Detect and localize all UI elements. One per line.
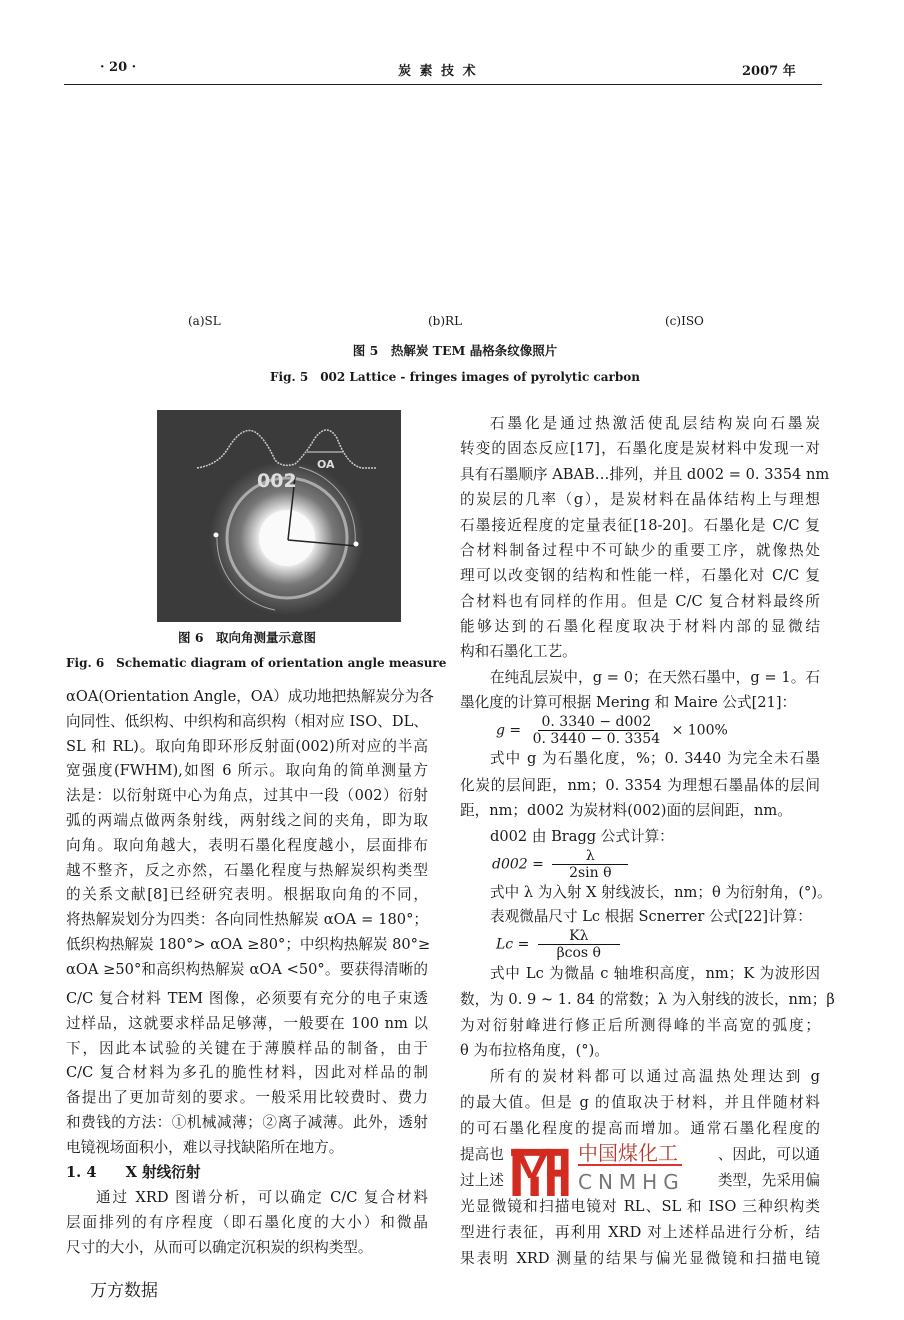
figure5-caption-cn: 图 5 热解炭 TEM 晶格条纹像照片 (352, 343, 558, 358)
text-line: 在纯乱层炭中，g = 0；在天然石墨中，g = 1。石 (490, 669, 820, 686)
text-line: 向同性、低织构、中织构和高织构（相对应 ISO、DL、 (66, 713, 428, 730)
text-line: 法是：以衍射斑中心为角点，过其中一段（002）衍射 (66, 787, 428, 804)
figure6-diffraction-image (157, 410, 401, 622)
subcaption-b: (b)RL (428, 314, 463, 328)
text-line: 石墨化是通过热激活使乱层结构炭向石墨炭 (490, 415, 820, 432)
text-line: 光显微镜和扫描电镜对 RL、SL 和 ISO 三种织构类 (460, 1198, 820, 1215)
text-line: 合材料也有同样的作用。但是 C/C 复合材料最终所 (460, 593, 820, 610)
journal-year: 2007 年 (742, 64, 796, 79)
formula-num: 0. 3340 − d002 (538, 714, 654, 731)
text-line: 的最大值。但是 g 的值取决于材料，并且伴随材料 (460, 1094, 820, 1111)
text-line: 理可以改变钢的结构和性能一样，石墨化对 C/C 复 (460, 567, 820, 584)
figure6-caption-en: Fig. 6 Schematic diagram of orientation angle measure (66, 656, 447, 670)
text-line: 的关系文献[8]已经研究表明。根据取向角的不同， (66, 886, 428, 903)
text-line: 越不整齐，反之亦然，石墨化程度与热解炭织构类型 (66, 862, 428, 879)
formula-bragg (492, 848, 632, 881)
text-line: αOA ≥50°和高织构热解炭 αOA <50°。要获得清晰的 (66, 961, 428, 978)
watermark-logo (511, 1142, 570, 1196)
text-line: 式中 λ 为入射 X 射线波长，nm；θ 为衍射角，(°)。 (490, 884, 832, 901)
text-line: 的可石墨化程度的提高而增加。通常石墨化程度的 (460, 1120, 820, 1137)
label-002: 002 (257, 470, 297, 492)
subcaption-a: (a)SL (188, 314, 221, 328)
text-line: 数，为 0. 9 ~ 1. 84 的常数；λ 为入射线的波长，nm；β (460, 991, 835, 1008)
formula-den: 2sin θ (569, 865, 612, 881)
watermark-cn: 中国煤化工 (578, 1142, 682, 1166)
text-line: 石墨接近程度的定量表征[18-20]。石墨化是 C/C 复 (460, 517, 820, 534)
text-line-start: 提高也 (460, 1146, 504, 1163)
figure6-caption-cn: 图 6 取向角测量示意图 (177, 630, 317, 645)
header-rule (64, 84, 822, 85)
text-line: 式中 g 为石墨化度，%；0. 3440 为完全未石墨 (490, 750, 820, 767)
section-heading: 1. 4 X 射线衍射 (66, 1164, 201, 1181)
formula-den: βcos θ (556, 945, 601, 961)
text-line: θ 为布拉格角度，(°)。 (460, 1042, 609, 1059)
text-line-start: 过上述 (460, 1172, 504, 1189)
figure5-caption-en: Fig. 5 002 Lattice - fringes images of pyrolytic carbon (270, 370, 640, 384)
text-line: 尺寸的大小，从而可以确定沉积炭的织构类型。 (66, 1239, 373, 1256)
text-line: 宽强度(FWHM),如图 6 所示。取向角的简单测量方 (66, 762, 428, 779)
text-line: 过样品，这就要求样品足够薄，一般要在 100 nm 以 (66, 1015, 428, 1032)
text-line: 下，因此本试验的关键在于薄膜样品的制备，由于 (66, 1040, 428, 1057)
journal-title: 炭 素 技 术 (398, 64, 478, 79)
text-line: 弧的两端点做两条射线，两射线之间的夹角，即为取 (66, 812, 428, 829)
text-line: 果表明 XRD 测量的结果与偏光显微镜和扫描电镜 (460, 1250, 820, 1267)
text-line: SL 和 RL)。取向角即环形反射面(002)所对应的半高 (66, 738, 428, 755)
watermark-en: CNMHG (578, 1170, 685, 1194)
text-line: d002 由 Bragg 公式计算： (490, 828, 674, 845)
formula-lhs: Lc = (496, 936, 530, 953)
text-line: 型进行表征，再利用 XRD 对上述样品进行分析，结 (460, 1224, 820, 1241)
text-line: 化炭的层间距，nm；0. 3354 为理想石墨晶体的层间 (460, 777, 820, 794)
formula-num: λ (552, 848, 628, 865)
text-line-end: 类型，先采用偏 (717, 1172, 820, 1189)
text-line: 电镜视场面积小，难以寻找缺陷所在地方。 (66, 1139, 344, 1156)
subcaption-c: (c)ISO (665, 314, 704, 328)
text-line: 式中 Lc 为微晶 c 轴堆积高度，nm；K 为波形因 (490, 965, 820, 982)
label-oa: OA (317, 458, 335, 471)
text-line: 合材料制备过程中不可缺少的重要工序，就像热处 (460, 542, 820, 559)
text-line-end: 、因此，可以通 (717, 1146, 820, 1163)
text-line: C/C 复合材料 TEM 图像，必须要有充分的电子束透 (66, 990, 428, 1007)
formula-rhs: × 100% (671, 722, 728, 739)
formula-den: 0. 3440 − 0. 3354 (532, 731, 661, 747)
formula-lhs: d002 = (492, 856, 544, 873)
text-line: 构和石墨化工艺。 (460, 643, 577, 660)
text-line: 的炭层的几率（g），是炭材料在晶体结构上与理想 (460, 491, 820, 508)
text-line: αOA(Orientation Angle，OA）成功地把热解炭分为各 (66, 688, 434, 705)
text-line: 墨化度的计算可根据 Mering 和 Maire 公式[21]： (460, 694, 797, 711)
text-line: 层面排列的有序程度（即石墨化度的大小）和微晶 (66, 1214, 428, 1231)
text-line: C/C 复合材料为多孔的脆性材料，因此对样品的制 (66, 1064, 428, 1081)
text-line: 备提出了更加苛刻的要求。一般采用比较费时、费力 (66, 1089, 428, 1106)
text-line: 能够达到的石墨化程度取决于材料内部的显微结 (460, 618, 820, 635)
formula-graphitization (496, 714, 728, 747)
text-line: 低织构热解炭 180°> αOA ≥80°；中织构热解炭 80°≥ (66, 936, 431, 953)
text-line: 表观微晶尺寸 Lc 根据 Scnerrer 公式[22]计算： (490, 908, 812, 925)
page-number: · 20 · (100, 60, 137, 75)
formula-lhs: g = (496, 722, 522, 739)
text-line: 通过 XRD 图谱分析，可以确定 C/C 复合材料 (96, 1189, 428, 1206)
formula-num: Kλ (538, 928, 620, 945)
text-line: 转变的固态反应[17]，石墨化度是炭材料中发现一对 (460, 440, 820, 457)
text-line: 向角。取向角越大，表明石墨化程度越小，层面排布 (66, 837, 428, 854)
text-line: 具有石墨顺序 ABAB…排列，并且 d002 = 0. 3354 nm (460, 466, 830, 483)
text-line: 将热解炭划分为四类：各向同性热解炭 αOA = 180°； (66, 911, 428, 928)
footer-source: 万方数据 (90, 1281, 158, 1301)
text-line: 距，nm；d002 为炭材料(002)面的层间距，nm。 (460, 802, 792, 819)
text-line: 为对衍射峰进行修正后所测得峰的半高宽的弧度； (460, 1017, 820, 1034)
text-line: 和费钱的方法：①机械减薄；②离子减薄。此外，透射 (66, 1114, 428, 1131)
text-line: 所有的炭材料都可以通过高温热处理达到 g (490, 1068, 820, 1085)
formula-scherrer (496, 928, 624, 961)
